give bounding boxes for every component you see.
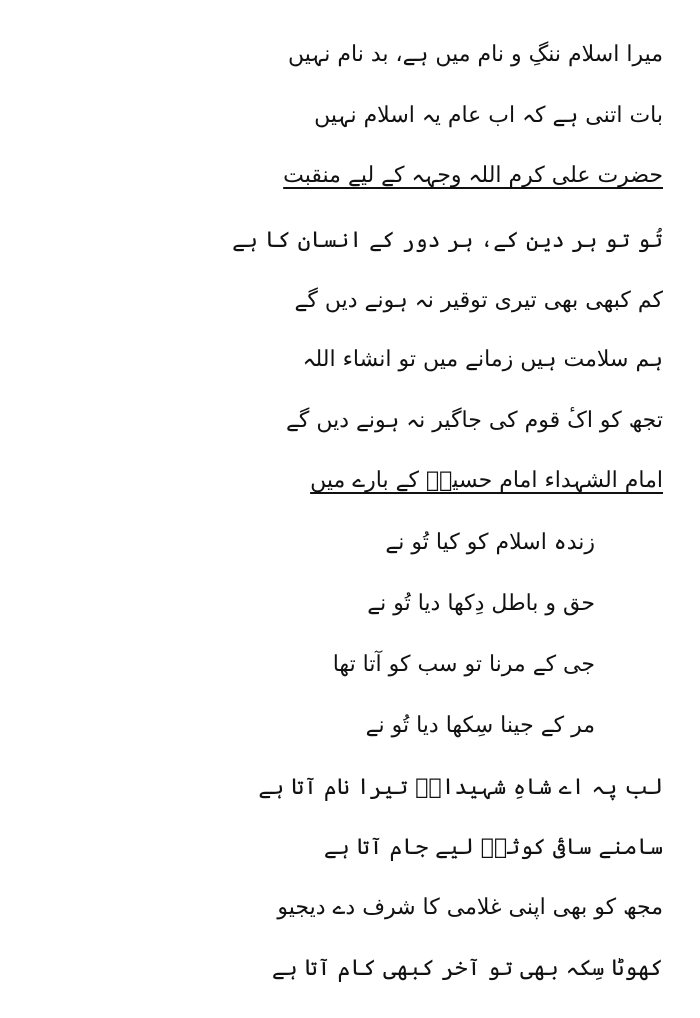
verse-line-6	[43, 406, 663, 436]
verse-line-9	[0, 650, 595, 680]
verse-text: مجھ کو بھی اپنی غلامی کا شرف دے دیجیو	[277, 895, 663, 920]
verse-text: لب پہ اے شاہِ شہیداںؑ تیرا نام آتا ہے	[258, 775, 663, 800]
section-heading-imam-hussain	[43, 466, 663, 496]
verse-line-5	[43, 345, 663, 375]
verse-text: بات اتنی ہے کہ اب عام یہ اسلام نہیں	[314, 103, 663, 128]
verse-text: کم کبھی بھی تیری توقیر نہ ہونے دیں گے	[294, 288, 663, 313]
verse-text: ہم سلامت ہیں زمانے میں تو انشاء اللہ	[302, 347, 663, 372]
verse-line-12	[43, 833, 663, 863]
verse-line-10	[0, 711, 595, 741]
heading-text: امام الشہداء امام حسینؑ کے بارے میں	[310, 468, 663, 493]
verse-text: میرا اسلام ننگِ و نام میں ہے، بد نام نہیں	[288, 42, 663, 67]
verse-line-14	[43, 954, 663, 984]
verse-line-1	[43, 40, 663, 70]
verse-text: زندہ اسلام کو کیا تُو نے	[385, 530, 595, 555]
verse-line-3	[43, 226, 663, 256]
section-heading-manqabat	[43, 161, 663, 191]
verse-line-11	[43, 773, 663, 803]
verse-text: تُو تو ہر دین کے، ہر دور کے انسان کا ہے	[232, 228, 663, 253]
verse-line-7	[0, 528, 595, 558]
verse-text: سامنے ساقیٔ کوثرؓ لیے جام آتا ہے	[323, 835, 663, 860]
verse-text: کھوٹا سِکہ بھی تو آخر کبھی کام آتا ہے	[271, 956, 663, 981]
verse-text: مر کے جینا سِکھا دیا تُو نے	[365, 713, 595, 738]
verse-line-13	[43, 893, 663, 923]
heading-text: حضرت علی کرم اللہ وجہہ کے لیے منقبت	[283, 163, 663, 188]
verse-text: جی کے مرنا تو سب کو آتا تھا	[332, 652, 595, 677]
verse-line-2	[43, 101, 663, 131]
verse-text: تجھ کو اکٔ قوم کی جاگیر نہ ہونے دیں گے	[286, 408, 663, 433]
verse-line-8	[0, 589, 595, 619]
verse-text: حق و باطل دِکھا دیا تُو نے	[367, 591, 595, 616]
verse-line-4	[43, 286, 663, 316]
